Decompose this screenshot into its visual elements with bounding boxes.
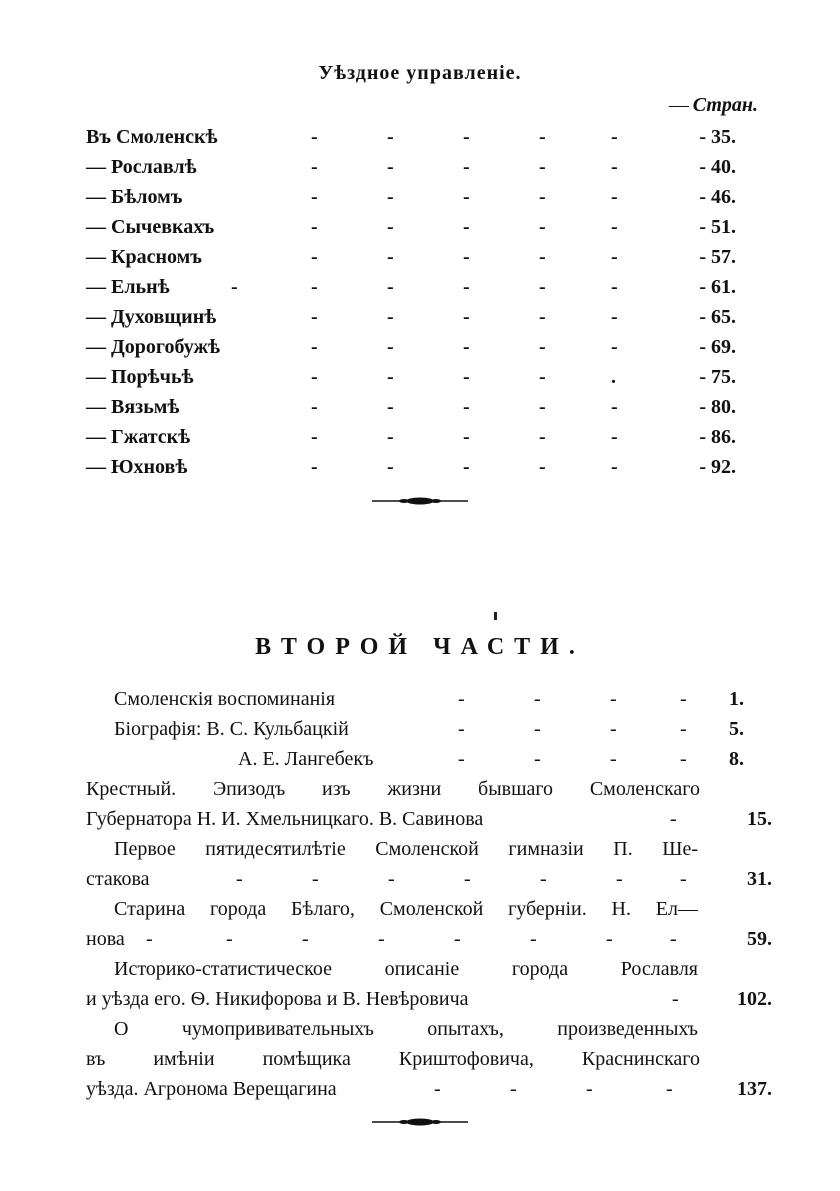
toc-entry-page: - 61. [699,276,736,298]
toc-entry-page: - 75. [699,366,736,388]
toc-entry-page: - 69. [699,336,736,358]
leader-dots: - [458,688,465,710]
toc-row: — Бѣломъ - - - - - - 46. [86,186,736,208]
toc2-entry [114,1016,744,1046]
toc2-entry-text: стакова [86,868,150,890]
toc-row: — Сычевкахъ - - - - - - 51. [86,216,736,238]
leader-dots: - [434,1078,441,1100]
toc2-entry-text: А. Е. Лангебекъ [238,748,374,770]
toc2-entry-text: Историко-статистическое описаніе города Рославля [114,958,698,980]
print-mark [494,612,497,620]
toc-entry-name: — Юхновѣ [86,456,188,478]
toc2-entry-text: Крестный. Эпизодъ изъ жизни бывшаго Смоленскаго [86,778,700,800]
second-part-toc [86,686,772,1106]
toc-entry-name: — Рославлѣ [86,156,197,178]
toc-entry-name: — Бѣломъ [86,186,183,208]
toc2-entry: А. Е. Лангебекъ - - - - 8. [238,748,744,770]
leader-dots: - [458,748,465,770]
toc2-entry: Біографія: В. С. Кульбацкій - - - - 5. [114,718,744,740]
toc-entry-page: - 80. [699,396,736,418]
toc-entry-name: — Дорогобужѣ [86,336,220,358]
toc2-entry-text: Первое пятидесятилѣтіе Смоленской гимназіи П. Ше- [114,838,698,860]
toc2-entry-continuation [86,1046,744,1076]
toc-row: — Юхновѣ - - - - - - 92. [86,456,736,478]
toc-entry-name: — Гжатскѣ [86,426,191,448]
toc2-entry-text: Смоленскія воспоминанія [114,688,336,710]
toc2-entry-page: 59. [747,928,772,950]
leader-dots: - [672,988,679,1010]
toc-row: Въ Смоленскѣ - - - - - - 35. [86,126,736,148]
toc2-entry-page: 1. [729,688,744,710]
toc-entry-name: — Духовщинѣ [86,306,217,328]
toc2-entry-page: 31. [747,868,772,890]
toc-row: — Красномъ - - - - - - 57. [86,246,736,268]
ornament-divider-icon [370,495,470,507]
page-column-header [669,94,758,117]
toc2-entry-text: Біографія: В. С. Кульбацкій [114,718,349,740]
toc2-entry-text: Старина города Бѣлаго, Смоленской губерніи. Н. Ел— [114,898,698,920]
toc-entry-name: — Сычевкахъ [86,216,215,238]
toc-row: — Рославлѣ - - - - - - 40. [86,156,736,178]
toc-entry-page: - 57. [699,246,736,268]
toc2-entry-continuation [86,986,772,1016]
toc2-entry-text: и уѣзда его. Ѳ. Никифорова и В. Невѣровича [86,988,469,1010]
toc2-entry [86,776,744,806]
toc2-entry [114,956,744,986]
toc2-entry: Смоленскія воспоминанія - - - - 1. [114,688,744,710]
leader-dots: - [458,718,465,740]
toc2-entry-page: 102. [737,988,772,1010]
toc2-entry-page: 5. [729,718,744,740]
district-toc [86,123,766,483]
toc-row: — Духовщинѣ - - - - - - 65. [86,306,736,328]
ornament-divider-bottom [0,1116,840,1128]
toc2-entry-text: уѣзда. Агронома Верещагина [86,1078,337,1100]
toc2-entry [114,896,744,926]
toc2-entry-page: 8. [729,748,744,770]
toc2-entry-continuation: нова - - - - - - - - 59. [86,928,772,950]
toc2-entry-text: нова [86,928,125,950]
toc-entry-page: - 86. [699,426,736,448]
leader-dots: - [236,868,243,890]
toc2-entry [114,836,744,866]
toc2-entry-text: въ имѣніи помѣщика Криштофовича, Краснинскаго [86,1048,700,1070]
toc-row: — Дорогобужѣ - - - - - - 69. [86,336,736,358]
leader-dots: - [670,808,677,830]
toc-row: — Вязьмѣ - - - - - - 80. [86,396,736,418]
toc-entry-page: - 35. [699,126,736,148]
toc-entry-page: - 46. [699,186,736,208]
toc2-entry-continuation: уѣзда. Агронома Верещагина - - - - 137. [86,1078,772,1100]
ornament-divider-icon [370,1116,470,1128]
toc2-entry-continuation [86,806,772,836]
toc-entry-name: — Вязьмѣ [86,396,180,418]
toc2-entry-continuation: стакова - - - - - - - 31. [86,868,772,890]
toc-entry-page: - 51. [699,216,736,238]
toc-entry-name: — Ельнѣ [86,276,170,298]
toc-entry-name: Въ Смоленскѣ [86,126,218,148]
toc2-entry-page: 15. [747,808,772,830]
toc2-entry-text: О чумопрививательныхъ опытахъ, произведенныхъ [114,1018,698,1040]
toc-row: — Порѣчьѣ - - - - . - 75. [86,366,736,388]
page-column-label: Стран. [692,94,758,116]
toc-entry-name: — Порѣчьѣ [86,366,194,388]
toc-entry-page: - 65. [699,306,736,328]
toc-entry-page: - 92. [699,456,736,478]
section-title-district: Уѣздное управленіе. [318,62,522,84]
toc-entry-name: — Красномъ [86,246,202,268]
toc2-entry-text: Губернатора Н. И. Хмельницкаго. В. Савинова [86,808,484,830]
toc-row: — Гжатскѣ - - - - - - 86. [86,426,736,448]
leader-dots: - [146,928,153,950]
section-title-second-part: ВТОРОЙ ЧАСТИ. [255,634,585,660]
page-column-dash: — [668,94,689,116]
toc-entry-page: - 40. [699,156,736,178]
toc-row: — Ельнѣ - - - - - - - 61. [86,276,736,298]
toc2-entry-page: 137. [737,1078,772,1100]
ornament-divider [0,495,840,507]
